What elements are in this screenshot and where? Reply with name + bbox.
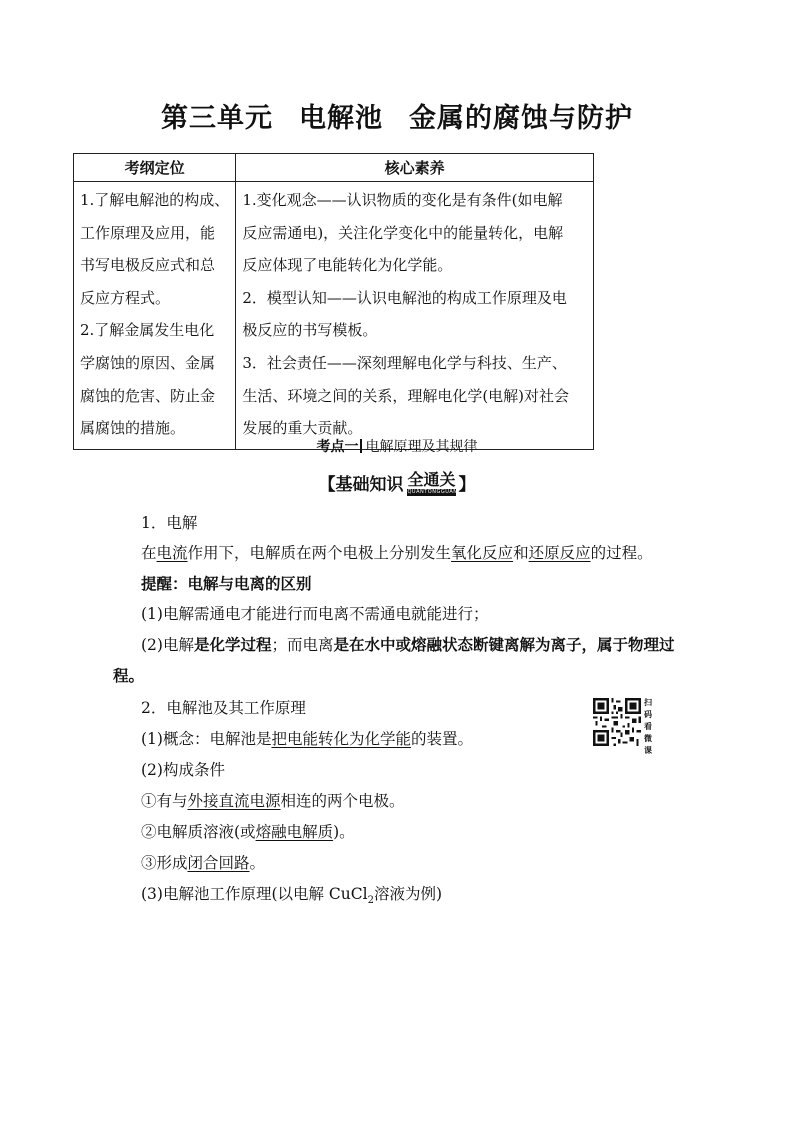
tip-item-2 <box>141 633 675 655</box>
section-1-heading <box>141 511 197 533</box>
table-row <box>74 182 594 450</box>
subscript: 2 <box>367 895 374 907</box>
kaodian-heading <box>0 436 794 456</box>
table-header-row <box>74 154 594 182</box>
badge-text: 全通关 <box>407 469 456 489</box>
hexin-cell <box>236 182 594 450</box>
text: ②电解质溶液(或 <box>141 823 256 841</box>
cell-line: 工作原理及应用，能 <box>80 223 216 242</box>
text: (2)电解 <box>141 636 194 654</box>
qr-caption: 扫码看微课 <box>644 698 652 755</box>
cell-line: 属腐蚀的措施。 <box>80 419 186 438</box>
outline-table <box>73 153 594 450</box>
title-unit: 第三单元 <box>161 103 273 134</box>
text: (1)概念：电解池是 <box>141 730 272 748</box>
cell-line: 反应体现了电能转化为化学能。 <box>242 256 453 275</box>
cell-line: 3．社会责任——深刻理解电化学与科技、生产、 <box>242 353 567 372</box>
underlined-answer: 还原反应 <box>528 544 591 562</box>
cell-line: 反应方程式。 <box>80 288 171 307</box>
underlined-answer: 闭合回路 <box>187 854 250 872</box>
page-title <box>0 96 794 135</box>
quantongguan-badge <box>407 469 458 496</box>
text: 在 <box>141 544 157 562</box>
text: 作用下，电解质在两个电极上分别发生 <box>187 544 452 562</box>
cell-line: 书写电极反应式和总 <box>80 256 216 275</box>
cell-line: 2．模型认知——认识电解池的构成工作原理及电 <box>242 288 567 307</box>
tip-item-2-cont <box>113 664 144 686</box>
text: ①有与 <box>141 792 188 810</box>
condition-2 <box>141 820 355 842</box>
cell-line: 2.了解金属发生电化 <box>80 321 215 340</box>
text: ；而电离 <box>271 636 334 654</box>
electrolysis-definition <box>141 541 653 563</box>
text: (2)构成条件 <box>141 761 225 779</box>
qr-code-icon[interactable] <box>593 698 641 746</box>
underlined-answer: 氧化反应 <box>451 544 514 562</box>
tip-item-1 <box>141 602 488 624</box>
cell-line: 生活、环境之间的关系，理解电化学(电解)对社会 <box>242 386 570 405</box>
text: 和 <box>513 544 529 562</box>
principle-line <box>141 882 442 906</box>
conditions-heading <box>141 758 225 780</box>
heading-text: 1．电解 <box>141 514 198 532</box>
title-topic-2: 金属的腐蚀与防护 <box>409 103 633 134</box>
header-hexin: 核心素养 <box>236 154 594 182</box>
condition-1 <box>141 789 405 811</box>
concept-line <box>141 727 473 749</box>
bold-text: 是化学过程 <box>193 636 272 654</box>
cell-line: 反应需通电)，关注化学变化中的能量转化，电解 <box>242 223 564 242</box>
text: ③形成 <box>141 854 188 872</box>
banner-close: 】 <box>458 475 476 495</box>
kaodian-label: 考点一 <box>316 439 359 455</box>
tip-heading <box>141 572 312 594</box>
bold-text: 程。 <box>113 667 145 685</box>
title-topic-1: 电解池 <box>299 103 383 134</box>
header-kaogang: 考纲定位 <box>74 154 236 182</box>
tip-text: 提醒：电解与电离的区别 <box>141 575 312 593</box>
text: 的装置。 <box>410 730 473 748</box>
text: 溶液为例) <box>373 885 443 903</box>
underlined-answer: 把电能转化为化学能 <box>271 730 411 748</box>
cell-line: 1.了解电解池的构成、 <box>80 191 230 209</box>
section-2-heading <box>141 696 306 718</box>
cell-line: 极反应的书写模板。 <box>242 321 378 340</box>
kaodian-text: 电解原理及其规律 <box>365 439 478 455</box>
text: (3)电解池工作原理(以电解 CuCl <box>141 885 368 903</box>
condition-3 <box>141 851 265 873</box>
text: 相连的两个电极。 <box>280 792 405 810</box>
divider-bar <box>360 439 362 453</box>
kaogang-cell <box>74 182 236 450</box>
underlined-answer: 外接直流电源 <box>187 792 281 810</box>
section-banner <box>0 470 794 496</box>
cell-line: 学腐蚀的原因、金属 <box>80 353 216 372</box>
underlined-answer: 熔融电解质 <box>255 823 334 841</box>
text: 。 <box>249 854 266 872</box>
text: 的过程。 <box>590 544 653 562</box>
underlined-answer: 电流 <box>156 544 188 562</box>
cell-line: 发展的重大贡献。 <box>242 419 363 438</box>
heading-text: 2．电解池及其工作原理 <box>141 699 306 717</box>
cell-line: 1.变化观念——认识物质的变化是有条件(如电解 <box>242 191 563 209</box>
bold-text: 是在水中或熔融状态断键离解为离子，属于物理过 <box>333 636 675 654</box>
banner-open: 【基础知识 <box>318 475 404 495</box>
badge-subtext: QUANTONGGUAN <box>407 488 458 495</box>
text: (1)电解需通电才能进行而电离不需通电就能进行； <box>141 605 489 623</box>
text: )。 <box>333 823 355 841</box>
cell-line: 腐蚀的危害、防止金 <box>80 386 216 405</box>
